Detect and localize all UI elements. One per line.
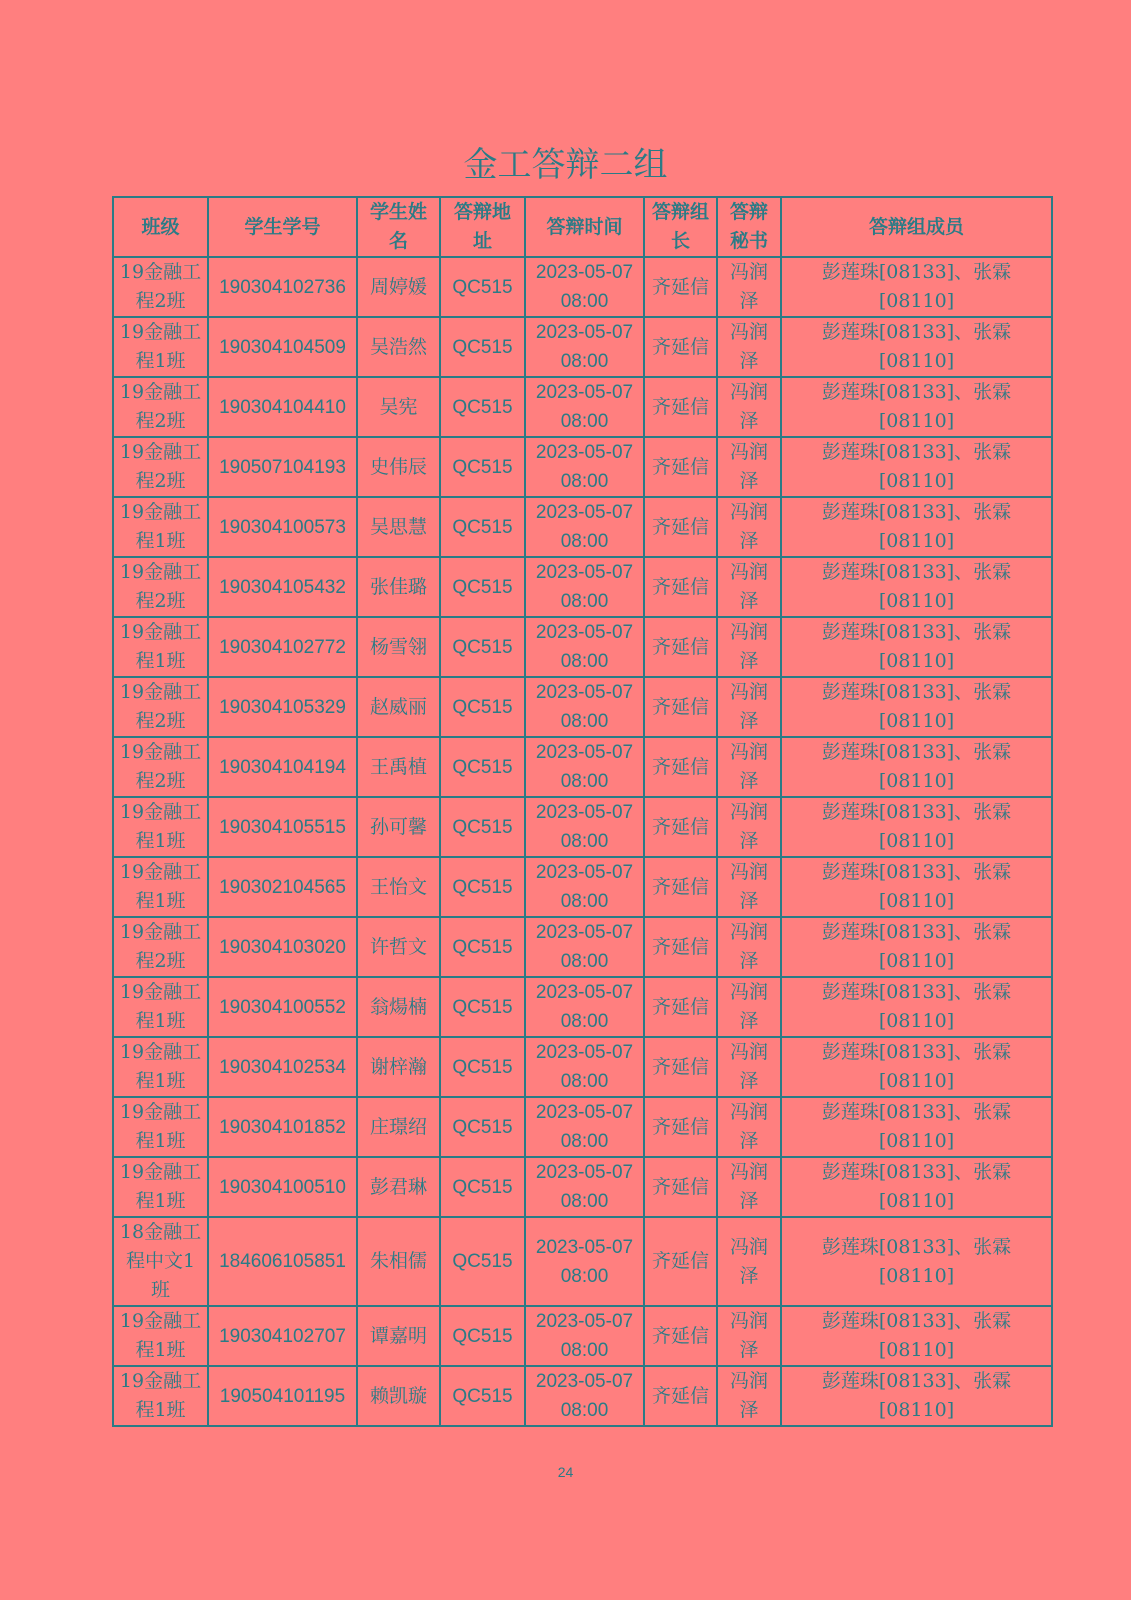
cell-location: QC515	[440, 1366, 525, 1426]
cell-class: 19金融工程1班	[113, 1306, 208, 1366]
cell-leader: 齐延信	[644, 317, 717, 377]
cell-student-name: 杨雪翎	[357, 617, 440, 677]
cell-secretary: 冯润泽	[717, 1306, 781, 1366]
cell-leader: 齐延信	[644, 497, 717, 557]
cell-members: 彭莲珠[08133]、张霖[08110]	[781, 617, 1052, 677]
cell-leader: 齐延信	[644, 257, 717, 317]
cell-members: 彭莲珠[08133]、张霖[08110]	[781, 1366, 1052, 1426]
cell-secretary: 冯润泽	[717, 1037, 781, 1097]
header-class: 班级	[113, 197, 208, 257]
header-members: 答辩组成员	[781, 197, 1052, 257]
cell-leader: 齐延信	[644, 557, 717, 617]
cell-student-name: 彭君琳	[357, 1157, 440, 1217]
header-student-name: 学生姓名	[357, 197, 440, 257]
cell-class: 19金融工程1班	[113, 317, 208, 377]
cell-secretary: 冯润泽	[717, 797, 781, 857]
cell-student-id: 190302104565	[208, 857, 357, 917]
cell-student-name: 谭嘉明	[357, 1306, 440, 1366]
cell-time: 2023-05-07 08:00	[525, 437, 644, 497]
cell-time: 2023-05-07 08:00	[525, 317, 644, 377]
cell-class: 18金融工程中文1班	[113, 1217, 208, 1306]
cell-student-id: 190304105329	[208, 677, 357, 737]
cell-class: 19金融工程2班	[113, 257, 208, 317]
cell-secretary: 冯润泽	[717, 1157, 781, 1217]
cell-leader: 齐延信	[644, 377, 717, 437]
cell-location: QC515	[440, 437, 525, 497]
cell-location: QC515	[440, 1217, 525, 1306]
cell-time: 2023-05-07 08:00	[525, 497, 644, 557]
cell-student-name: 谢梓瀚	[357, 1037, 440, 1097]
table-row	[113, 677, 1052, 737]
page-title: 金工答辩二组	[463, 145, 668, 185]
cell-leader: 齐延信	[644, 977, 717, 1037]
cell-secretary: 冯润泽	[717, 1097, 781, 1157]
cell-members: 彭莲珠[08133]、张霖[08110]	[781, 557, 1052, 617]
cell-members: 彭莲珠[08133]、张霖[08110]	[781, 377, 1052, 437]
cell-time: 2023-05-07 08:00	[525, 977, 644, 1037]
cell-time: 2023-05-07 08:00	[525, 1306, 644, 1366]
cell-class: 19金融工程1班	[113, 497, 208, 557]
cell-members: 彭莲珠[08133]、张霖[08110]	[781, 1097, 1052, 1157]
table-row	[113, 437, 1052, 497]
table-row	[113, 1097, 1052, 1157]
cell-secretary: 冯润泽	[717, 917, 781, 977]
cell-location: QC515	[440, 497, 525, 557]
cell-student-name: 翁煬楠	[357, 977, 440, 1037]
cell-time: 2023-05-07 08:00	[525, 257, 644, 317]
cell-location: QC515	[440, 1157, 525, 1217]
cell-location: QC515	[440, 1097, 525, 1157]
cell-leader: 齐延信	[644, 1366, 717, 1426]
cell-student-id: 190304104194	[208, 737, 357, 797]
cell-leader: 齐延信	[644, 1306, 717, 1366]
cell-time: 2023-05-07 08:00	[525, 1217, 644, 1306]
cell-student-id: 184606105851	[208, 1217, 357, 1306]
cell-location: QC515	[440, 617, 525, 677]
cell-class: 19金融工程1班	[113, 617, 208, 677]
cell-secretary: 冯润泽	[717, 1366, 781, 1426]
header-secretary: 答辩秘书	[717, 197, 781, 257]
cell-student-name: 张佳璐	[357, 557, 440, 617]
cell-members: 彭莲珠[08133]、张霖[08110]	[781, 857, 1052, 917]
table-row	[113, 557, 1052, 617]
cell-student-id: 190304104410	[208, 377, 357, 437]
cell-student-id: 190304103020	[208, 917, 357, 977]
table-header-row	[113, 197, 1052, 257]
cell-class: 19金融工程1班	[113, 797, 208, 857]
cell-class: 19金融工程1班	[113, 977, 208, 1037]
table-body	[113, 257, 1052, 1426]
cell-secretary: 冯润泽	[717, 1217, 781, 1306]
cell-secretary: 冯润泽	[717, 497, 781, 557]
header-leader: 答辩组长	[644, 197, 717, 257]
cell-student-name: 朱相儒	[357, 1217, 440, 1306]
table-row	[113, 1217, 1052, 1306]
cell-time: 2023-05-07 08:00	[525, 737, 644, 797]
table-row	[113, 1157, 1052, 1217]
cell-leader: 齐延信	[644, 737, 717, 797]
table-row	[113, 317, 1052, 377]
cell-leader: 齐延信	[644, 1217, 717, 1306]
cell-leader: 齐延信	[644, 1157, 717, 1217]
cell-class: 19金融工程1班	[113, 857, 208, 917]
cell-student-name: 许哲文	[357, 917, 440, 977]
cell-time: 2023-05-07 08:00	[525, 1366, 644, 1426]
cell-student-name: 吴思慧	[357, 497, 440, 557]
cell-secretary: 冯润泽	[717, 977, 781, 1037]
cell-time: 2023-05-07 08:00	[525, 557, 644, 617]
cell-members: 彭莲珠[08133]、张霖[08110]	[781, 1217, 1052, 1306]
cell-time: 2023-05-07 08:00	[525, 1037, 644, 1097]
cell-location: QC515	[440, 677, 525, 737]
cell-time: 2023-05-07 08:00	[525, 617, 644, 677]
cell-leader: 齐延信	[644, 1097, 717, 1157]
table-row	[113, 1306, 1052, 1366]
table-row	[113, 737, 1052, 797]
cell-secretary: 冯润泽	[717, 677, 781, 737]
cell-student-id: 190504101195	[208, 1366, 357, 1426]
cell-class: 19金融工程2班	[113, 557, 208, 617]
cell-leader: 齐延信	[644, 677, 717, 737]
cell-members: 彭莲珠[08133]、张霖[08110]	[781, 677, 1052, 737]
cell-class: 19金融工程2班	[113, 377, 208, 437]
cell-time: 2023-05-07 08:00	[525, 917, 644, 977]
cell-leader: 齐延信	[644, 1037, 717, 1097]
cell-student-name: 史伟辰	[357, 437, 440, 497]
table-row	[113, 857, 1052, 917]
cell-student-id: 190304100552	[208, 977, 357, 1037]
cell-location: QC515	[440, 1306, 525, 1366]
cell-student-id: 190304102707	[208, 1306, 357, 1366]
cell-student-id: 190304102534	[208, 1037, 357, 1097]
cell-location: QC515	[440, 1037, 525, 1097]
header-student-id: 学生学号	[208, 197, 357, 257]
cell-class: 19金融工程1班	[113, 1366, 208, 1426]
cell-time: 2023-05-07 08:00	[525, 797, 644, 857]
cell-student-name: 孙可馨	[357, 797, 440, 857]
cell-members: 彭莲珠[08133]、张霖[08110]	[781, 257, 1052, 317]
cell-location: QC515	[440, 317, 525, 377]
cell-secretary: 冯润泽	[717, 317, 781, 377]
cell-class: 19金融工程1班	[113, 1097, 208, 1157]
cell-leader: 齐延信	[644, 857, 717, 917]
cell-student-name: 庄璟绍	[357, 1097, 440, 1157]
cell-student-id: 190304104509	[208, 317, 357, 377]
cell-leader: 齐延信	[644, 437, 717, 497]
cell-members: 彭莲珠[08133]、张霖[08110]	[781, 917, 1052, 977]
header-time: 答辩时间	[525, 197, 644, 257]
header-location: 答辩地址	[440, 197, 525, 257]
cell-secretary: 冯润泽	[717, 617, 781, 677]
cell-location: QC515	[440, 257, 525, 317]
table-row	[113, 377, 1052, 437]
table-row	[113, 1037, 1052, 1097]
cell-student-name: 吴宪	[357, 377, 440, 437]
cell-student-name: 王怡文	[357, 857, 440, 917]
cell-student-id: 190507104193	[208, 437, 357, 497]
cell-student-id: 190304100573	[208, 497, 357, 557]
cell-location: QC515	[440, 977, 525, 1037]
cell-student-id: 190304105432	[208, 557, 357, 617]
cell-student-name: 周婷媛	[357, 257, 440, 317]
cell-student-name: 吴浩然	[357, 317, 440, 377]
cell-location: QC515	[440, 737, 525, 797]
cell-location: QC515	[440, 797, 525, 857]
cell-time: 2023-05-07 08:00	[525, 677, 644, 737]
cell-student-id: 190304101852	[208, 1097, 357, 1157]
cell-student-id: 190304102772	[208, 617, 357, 677]
cell-student-id: 190304100510	[208, 1157, 357, 1217]
cell-members: 彭莲珠[08133]、张霖[08110]	[781, 1157, 1052, 1217]
cell-members: 彭莲珠[08133]、张霖[08110]	[781, 1037, 1052, 1097]
defense-roster-table	[112, 196, 1053, 1427]
table-row	[113, 1366, 1052, 1426]
cell-secretary: 冯润泽	[717, 257, 781, 317]
cell-location: QC515	[440, 557, 525, 617]
cell-secretary: 冯润泽	[717, 377, 781, 437]
cell-secretary: 冯润泽	[717, 857, 781, 917]
table-row	[113, 497, 1052, 557]
table-row	[113, 797, 1052, 857]
cell-members: 彭莲珠[08133]、张霖[08110]	[781, 737, 1052, 797]
cell-class: 19金融工程2班	[113, 917, 208, 977]
cell-class: 19金融工程1班	[113, 1157, 208, 1217]
cell-secretary: 冯润泽	[717, 437, 781, 497]
table-row	[113, 977, 1052, 1037]
cell-class: 19金融工程2班	[113, 677, 208, 737]
cell-leader: 齐延信	[644, 917, 717, 977]
cell-secretary: 冯润泽	[717, 557, 781, 617]
cell-class: 19金融工程1班	[113, 1037, 208, 1097]
cell-members: 彭莲珠[08133]、张霖[08110]	[781, 497, 1052, 557]
cell-location: QC515	[440, 857, 525, 917]
cell-location: QC515	[440, 377, 525, 437]
table-row	[113, 917, 1052, 977]
cell-time: 2023-05-07 08:00	[525, 1097, 644, 1157]
cell-time: 2023-05-07 08:00	[525, 857, 644, 917]
cell-members: 彭莲珠[08133]、张霖[08110]	[781, 797, 1052, 857]
cell-members: 彭莲珠[08133]、张霖[08110]	[781, 317, 1052, 377]
cell-class: 19金融工程2班	[113, 737, 208, 797]
cell-members: 彭莲珠[08133]、张霖[08110]	[781, 1306, 1052, 1366]
cell-leader: 齐延信	[644, 797, 717, 857]
cell-leader: 齐延信	[644, 617, 717, 677]
cell-student-id: 190304105515	[208, 797, 357, 857]
cell-class: 19金融工程2班	[113, 437, 208, 497]
cell-members: 彭莲珠[08133]、张霖[08110]	[781, 977, 1052, 1037]
cell-members: 彭莲珠[08133]、张霖[08110]	[781, 437, 1052, 497]
cell-student-name: 赖凯璇	[357, 1366, 440, 1426]
cell-location: QC515	[440, 917, 525, 977]
cell-time: 2023-05-07 08:00	[525, 377, 644, 437]
cell-time: 2023-05-07 08:00	[525, 1157, 644, 1217]
table-row	[113, 617, 1052, 677]
page-number: 24	[557, 1464, 574, 1480]
cell-student-name: 王禹植	[357, 737, 440, 797]
table-row	[113, 257, 1052, 317]
cell-student-name: 赵威丽	[357, 677, 440, 737]
cell-student-id: 190304102736	[208, 257, 357, 317]
cell-secretary: 冯润泽	[717, 737, 781, 797]
